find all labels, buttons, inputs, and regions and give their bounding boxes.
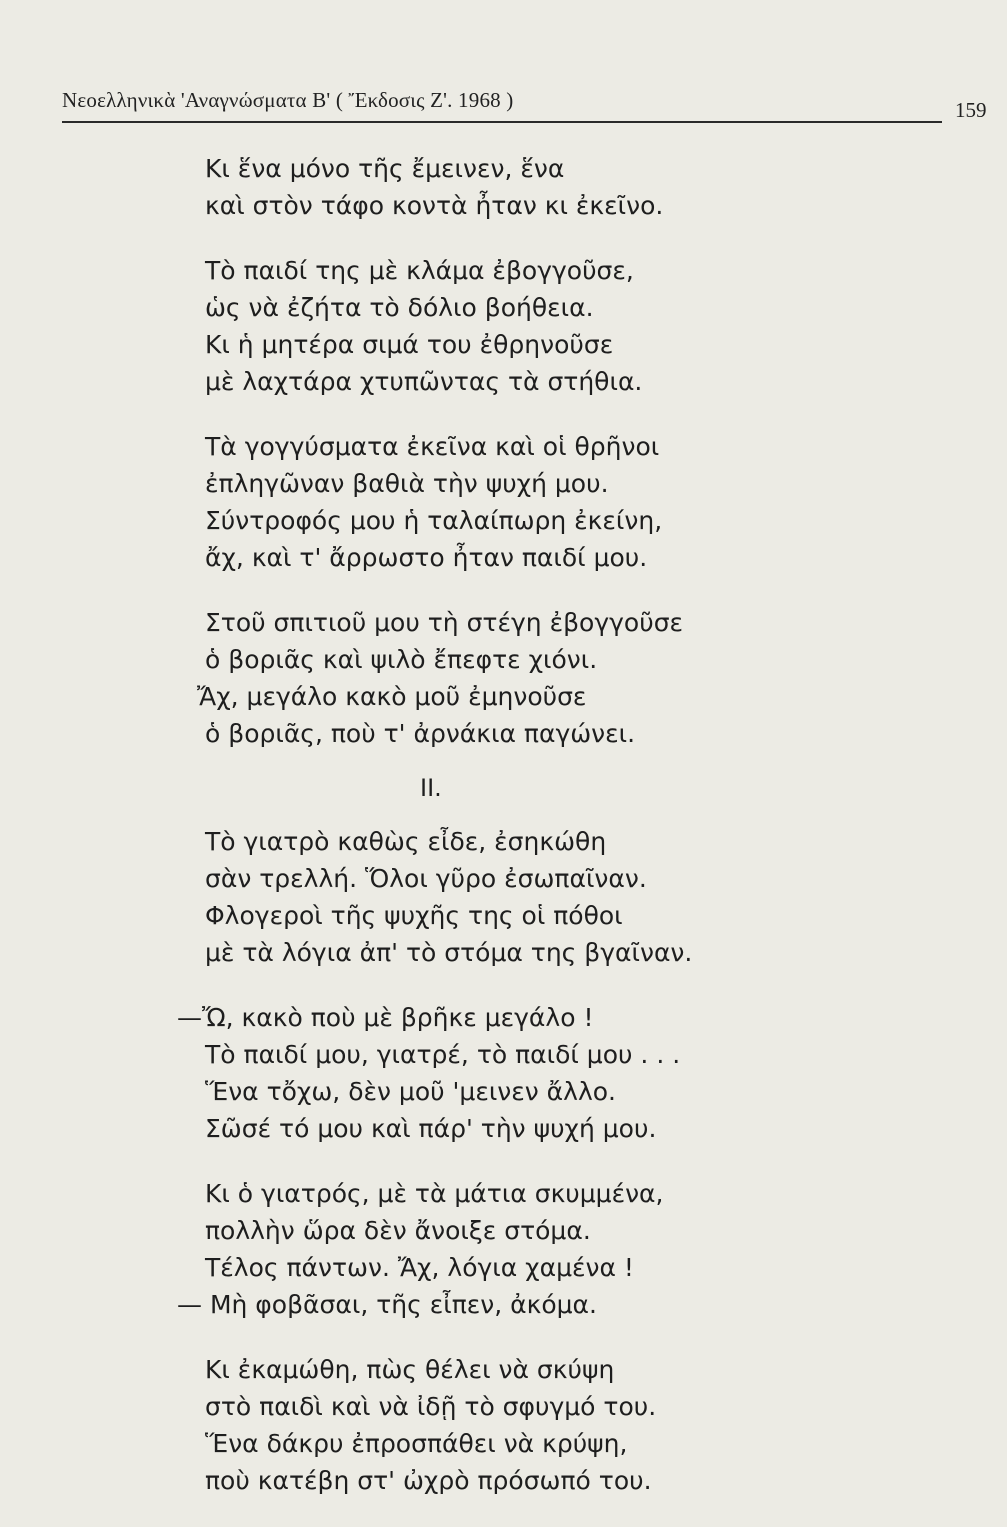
verse-line: Κι ἡ μητέρα σιμά του ἐθρηνοῦσε	[205, 330, 614, 359]
verse-line: Ἕνα τὄχω, δὲν μοῦ 'μεινεν ἄλλο.	[205, 1077, 616, 1106]
verse-line: Τὸ γιατρὸ καθὼς εἶδε, ἐσηκώθη	[205, 827, 607, 856]
stanza	[205, 428, 845, 576]
running-header: Νεοελληνικὰ 'Αναγνώσματα Β' ( Ἔκδοσις Ζ'. 1968 )	[62, 88, 514, 112]
verse-line: Κι ἐκαμώθη, πὼς θέλει νὰ σκύψη	[205, 1355, 615, 1384]
section-number: II.	[420, 774, 442, 802]
verse-line: Σύντροφός μου ἡ ταλαίπωρη ἐκείνη,	[205, 506, 663, 535]
verse-line: σὰν τρελλή. Ὅλοι γῦρο ἐσωπαῖναν.	[205, 864, 647, 893]
header-rule	[62, 121, 942, 123]
verse-line: Κι ὁ γιατρός, μὲ τὰ μάτια σκυμμένα,	[205, 1179, 664, 1208]
stanza	[205, 252, 845, 400]
verse-line: ἄχ, καὶ τ' ἄρρωστο ἦταν παιδί μου.	[205, 543, 648, 572]
stanza	[177, 1175, 845, 1323]
verse-line: —Ὤ, κακὸ ποὺ μὲ βρῆκε μεγάλο !	[177, 1003, 594, 1032]
verse-line: ἐπληγῶναν βαθιὰ τὴν ψυχή μου.	[205, 469, 609, 498]
verse-line: Σῶσέ τό μου καὶ πάρ' τὴν ψυχή μου.	[205, 1114, 657, 1143]
poem	[177, 150, 845, 1527]
verse-line: Τὰ γογγύσματα ἐκεῖνα καὶ οἱ θρῆνοι	[205, 432, 660, 461]
verse-line: Ἄχ, μεγάλο κακὸ μοῦ ἐμηνοῦσε	[197, 682, 587, 711]
verse-line: ὁ βοριᾶς, ποὺ τ' ἀρνάκια παγώνει.	[205, 719, 636, 748]
verse-line: πολλὴν ὥρα δὲν ἄνοιξε στόμα.	[205, 1216, 591, 1245]
verse-line: ποὺ κατέβη στ' ὠχρὸ πρόσωπό του.	[205, 1466, 652, 1495]
stanza	[205, 1351, 845, 1499]
verse-line: Ἕνα δάκρυ ἐπροσπάθει νὰ κρύψη,	[205, 1429, 628, 1458]
verse-line: Κι ἕνα μόνο τῆς ἔμεινεν, ἕνα	[205, 154, 565, 183]
verse-line: μὲ λαχτάρα χτυπῶντας τὰ στήθια.	[205, 367, 643, 396]
verse-line: Φλογεροὶ τῆς ψυχῆς της οἱ πόθοι	[205, 901, 623, 930]
verse-line: καὶ στὸν τάφο κοντὰ ἦταν κι ἐκεῖνο.	[205, 191, 664, 220]
stanza	[177, 999, 845, 1147]
page-number: 159	[955, 98, 987, 122]
stanza	[197, 604, 845, 752]
stanza	[205, 150, 845, 224]
verse-line: στὸ παιδὶ καὶ νὰ ἰδῇ τὸ σφυγμό του.	[205, 1392, 657, 1421]
verse-line: Τέλος πάντων. Ἄχ, λόγια χαμένα !	[205, 1253, 634, 1282]
verse-line: ὁ βοριᾶς καὶ ψιλὸ ἔπεφτε χιόνι.	[205, 645, 598, 674]
verse-line: — Μὴ φοβᾶσαι, τῆς εἶπεν, ἀκόμα.	[177, 1290, 597, 1319]
verse-line: Τὸ παιδί της μὲ κλάμα ἐβογγοῦσε,	[205, 256, 634, 285]
stanza	[205, 823, 845, 971]
verse-line: Τὸ παιδί μου, γιατρέ, τὸ παιδί μου . . .	[205, 1040, 681, 1069]
verse-line: μὲ τὰ λόγια ἀπ' τὸ στόμα της βγαῖναν.	[205, 938, 693, 967]
verse-line: Στοῦ σπιτιοῦ μου τὴ στέγη ἐβογγοῦσε	[205, 608, 684, 637]
verse-line: ὡς νὰ ἐζήτα τὸ δόλιο βοήθεια.	[205, 293, 594, 322]
